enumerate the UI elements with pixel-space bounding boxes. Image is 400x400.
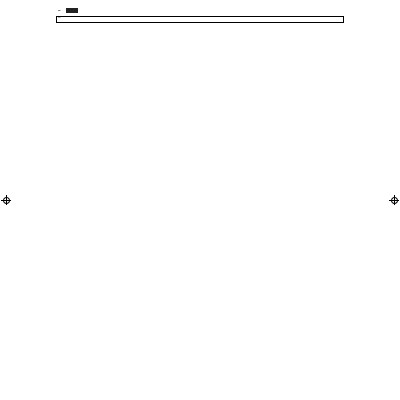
registration-mark-left-icon (1, 195, 11, 205)
control-key-icon (66, 8, 78, 13)
bullet-list (56, 8, 344, 14)
document-page (56, 6, 344, 306)
note-box (56, 16, 344, 23)
section-3 (56, 8, 344, 14)
list-item-with-icon (64, 8, 344, 14)
registration-mark-right-icon (389, 195, 399, 205)
